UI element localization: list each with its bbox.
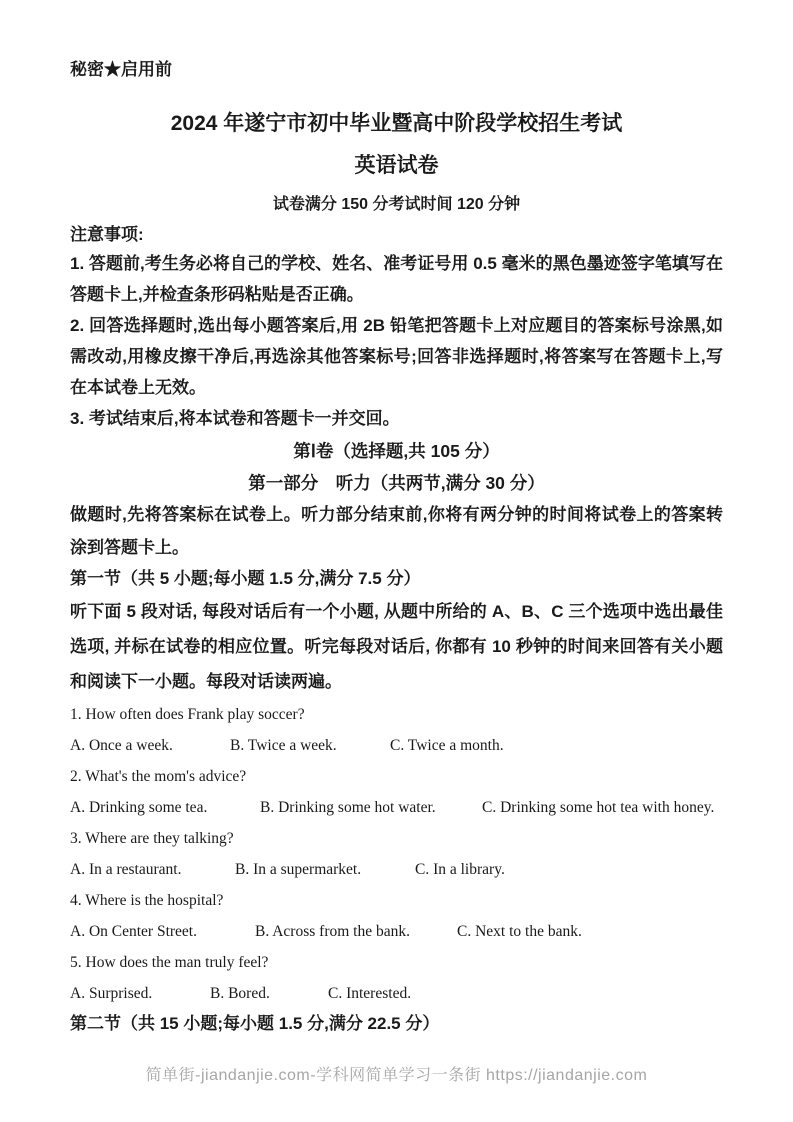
listening-note: 做题时,先将答案标在试卷上。听力部分结束前,你将有两分钟的时间将试卷上的答案转涂到答题卡上。: [70, 505, 723, 557]
part1-heading: 第一部分 听力（共两节,满分 30 分）: [248, 473, 545, 493]
question-3-option-c: C. In a library.: [415, 861, 505, 878]
question-1-options: [70, 730, 723, 761]
question-4-text: 4. Where is the hospital?: [70, 892, 224, 909]
question-3-text: 3. Where are they talking?: [70, 830, 234, 847]
secrecy-label: 秘密★启用前: [70, 60, 172, 79]
notice-item-3: 3. 考试结束后,将本试卷和答题卡一并交回。: [70, 409, 400, 428]
question-2-option-a: A. Drinking some tea.: [70, 799, 208, 816]
question-1-option-b: B. Twice a week.: [230, 737, 337, 754]
question-4-options: [70, 916, 723, 947]
notices-heading: 注意事项:: [70, 225, 144, 244]
question-1-option-c: C. Twice a month.: [390, 737, 504, 754]
section1-heading: 第一节（共 5 小题;每小题 1.5 分,满分 7.5 分）: [70, 569, 421, 588]
question-2-options: [70, 792, 723, 823]
question-5-text: 5. How does the man truly feel?: [70, 954, 269, 971]
question-1-option-a: A. Once a week.: [70, 737, 173, 754]
question-5-option-b: B. Bored.: [210, 985, 270, 1002]
notice-item-1: 1. 答题前,考生务必将自己的学校、姓名、准考证号用 0.5 毫米的黑色墨迹签字笔填写在答题卡上,并检查条形码粘贴是否正确。: [70, 254, 723, 304]
question-5: [70, 947, 723, 1009]
notice-item-2: 2. 回答选择题时,选出每小题答案后,用 2B 铅笔把答题卡上对应题目的答案标号涂黑,如需改动,用橡皮擦干净后,再选涂其他答案标号;回答非选择题时,将答案写在答题卡上,写在本试卷上无效。: [70, 316, 723, 397]
question-5-option-c: C. Interested.: [328, 985, 412, 1002]
question-4-option-b: B. Across from the bank.: [255, 923, 410, 940]
question-4: [70, 885, 723, 947]
question-2-option-b: B. Drinking some hot water.: [260, 799, 436, 816]
score-time-line: 试卷满分 150 分考试时间 120 分钟: [272, 196, 521, 213]
question-4-option-a: A. On Center Street.: [70, 923, 197, 940]
section1-instructions: 听下面 5 段对话, 每段对话后有一个小题, 从题中所给的 A、B、C 三个选项中选出最佳选项, 并标在试卷的相应位置。听完每段对话后, 你都有 10 秒钟的时间来回答有关小题和阅读下一小题。每段对话读两遍。: [70, 602, 723, 691]
exam-title: 2024 年遂宁市初中毕业暨高中阶段学校招生考试: [170, 112, 623, 135]
question-2-option-c: C. Drinking some hot tea with honey.: [482, 799, 715, 816]
question-4-option-c: C. Next to the bank.: [457, 923, 582, 940]
question-2: [70, 761, 723, 823]
question-3-option-a: A. In a restaurant.: [70, 861, 182, 878]
question-5-option-a: A. Surprised.: [70, 985, 153, 1002]
subject-title: 英语试卷: [354, 154, 439, 177]
question-1-text: 1. How often does Frank play soccer?: [70, 706, 305, 723]
volume1-heading: 第Ⅰ卷（选择题,共 105 分）: [293, 441, 500, 461]
question-3-options: [70, 854, 723, 885]
question-1: [70, 699, 723, 761]
question-5-options: [70, 978, 723, 1009]
question-3: [70, 823, 723, 885]
watermark-footer: 简单街-jiandanjie.com-学科网简单学习一条街 https://jiandanjie.com: [145, 1067, 648, 1084]
section2-heading: 第二节（共 15 小题;每小题 1.5 分,满分 22.5 分）: [70, 1014, 440, 1033]
question-2-text: 2. What's the mom's advice?: [70, 768, 247, 785]
question-3-option-b: B. In a supermarket.: [235, 861, 362, 878]
